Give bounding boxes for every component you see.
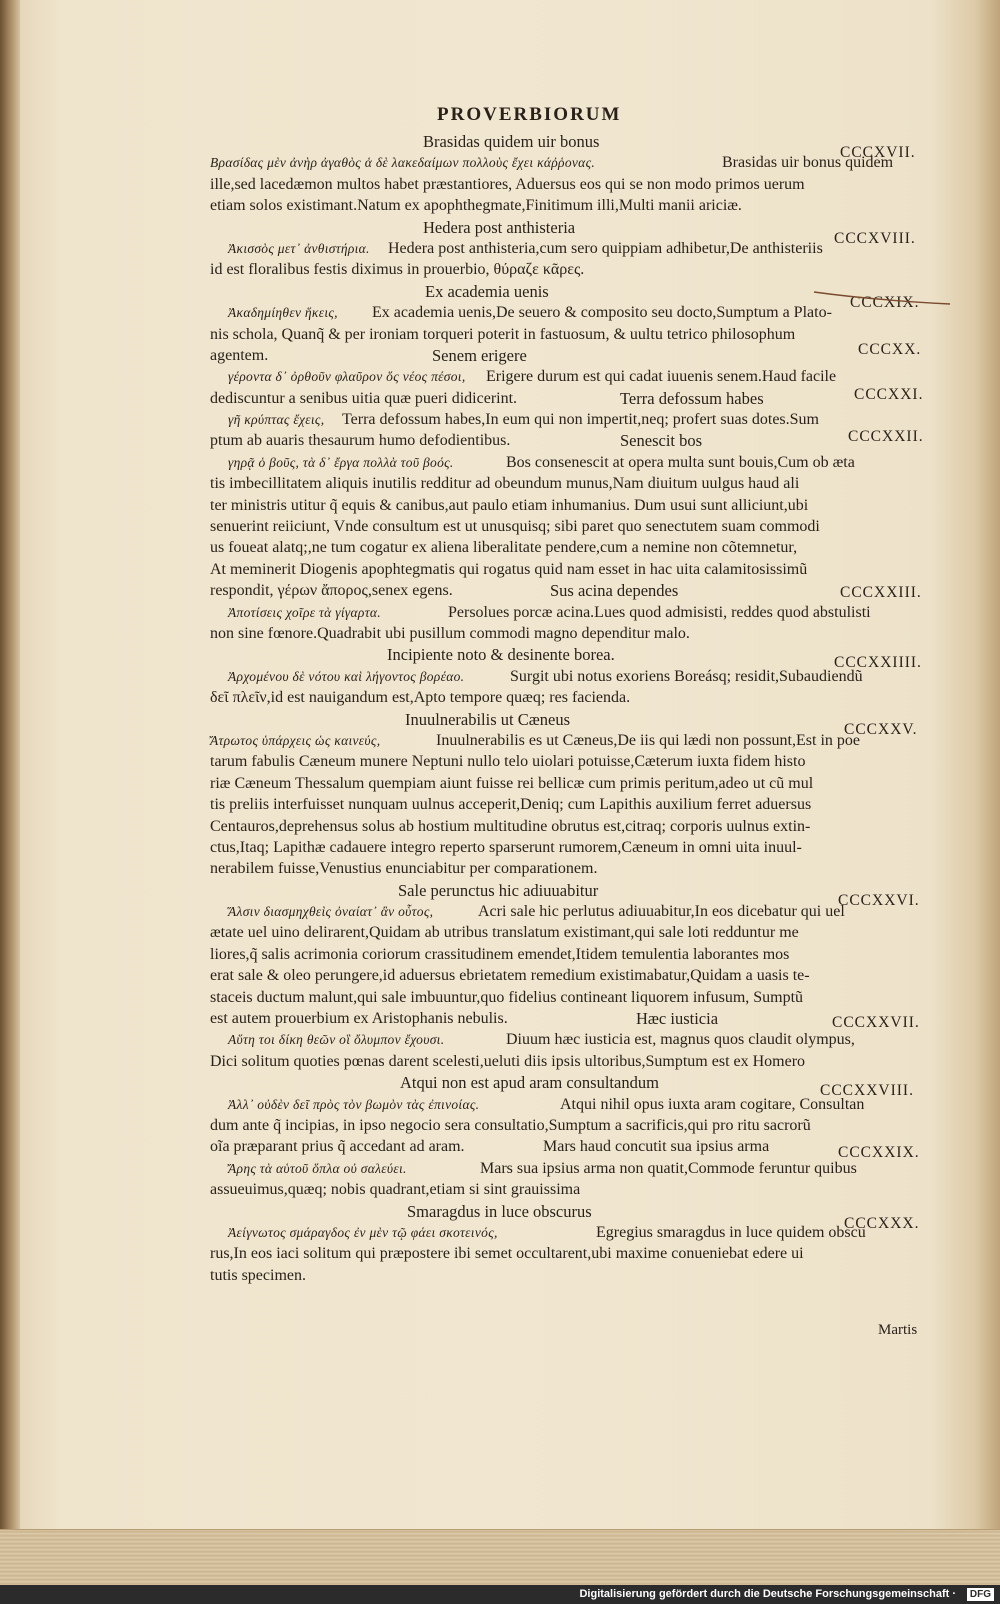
text-line — [210, 473, 950, 494]
proverb-number: CCCXXV. — [844, 720, 918, 738]
line-text: tarum fabulis Cæneum munere Neptuni nullo telo uiolari potuisse,Cæterum iuxta fidem histo — [210, 753, 806, 771]
line-text: oĩa præparant prius q̃ accedant ad aram. — [210, 1138, 465, 1156]
text-line — [210, 944, 950, 965]
text-line — [210, 409, 950, 430]
text-line — [210, 1136, 950, 1162]
proverb-number: CCCXXVIII. — [820, 1082, 914, 1100]
greek-text: γηρᾷ ὁ βοῦς, τὰ δ᾽ ἔργα πολλὰ τοῦ βοός. — [228, 454, 454, 470]
text-line — [210, 324, 950, 345]
digitization-footer — [0, 1585, 1000, 1604]
text-line — [210, 602, 950, 623]
text-line — [210, 430, 950, 451]
line-text: agentem. — [210, 346, 269, 364]
line-text: id est floralibus festis diximus in prouerbio, θύραζε κᾶρες. — [210, 261, 585, 279]
text-line — [210, 1243, 950, 1264]
line-text: Hedera post anthisteria,cum sero quippiam adhibetur,De anthisteriis — [388, 239, 823, 257]
line-text: tis imbecillitatem aliquis inutilis redditur ad obeundum munus,Nam diuitum uulgus haud ali — [210, 475, 800, 493]
line-text: staceis ductum malunt,qui sale imbuuntur,quo fidelius contineant liquorem infusum, Sumptũ — [210, 988, 804, 1006]
text-line — [210, 495, 950, 516]
line-text: Erigere durum est qui cadat iuuenis senem.Haud facile — [486, 368, 837, 386]
text-line — [210, 880, 950, 909]
text-line — [210, 773, 950, 794]
proverb-title: Hedera post anthisteria — [423, 217, 576, 237]
greek-text: γέροντα δ᾽ ὀρθοῦν φλαῦρον ὅς νέος πέσοι, — [228, 369, 466, 385]
line-text: ctus,Itaq; Lapithæ cadauere integro reperto sparserunt rumorem,Cæneum in omni uita inuul- — [210, 838, 802, 856]
greek-text: Ἀποτίσεις χοῖρε τὰ γίγαρτα. — [228, 604, 381, 620]
line-text: Persolues porcæ acina.Lues quod admisisti, reddes quod abstulisti — [448, 603, 871, 621]
line-text: etiam solos existimant.Natum ex apophthegmate,Finitimum illi,Multi manii ariciæ. — [210, 197, 742, 215]
proverb-title: Sale perunctus hic adiuuabitur — [398, 880, 599, 900]
greek-text: Βρασίδας μὲν ἀνὴρ ἀγαθὸς ἁ δὲ λακεδαίμων πολλοὺς ἔχει κάῤῥονας. — [210, 155, 596, 171]
proverb-title: Atqui non est apud aram consultandum — [400, 1073, 659, 1093]
footer-text: Digitalisierung gefördert durch die Deutsche Forschungsgemeinschaft · — [579, 1588, 956, 1600]
ink-underline — [812, 286, 952, 306]
text-line — [210, 195, 950, 216]
line-text: Brasidas uir bonus quidem — [722, 154, 894, 172]
line-text: Atqui nihil opus iuxta aram cogitare, Consultan — [560, 1095, 865, 1113]
text-line — [210, 580, 950, 601]
line-text: ter ministris utitur q̃ equis & canibus,aut paulo etiam inhumanius. Dum usui sunt alliciunt,ubi — [210, 496, 809, 514]
text-line — [210, 687, 950, 708]
proverb-title: Senem erigere — [432, 345, 527, 365]
proverb-number: CCCXXIIII. — [834, 654, 922, 672]
text-line — [210, 837, 950, 858]
proverb-number: CCCXIX. — [850, 294, 920, 312]
text-line — [210, 229, 950, 259]
proverb-title: Incipiente noto & desinente borea. — [387, 645, 615, 665]
line-text: assueuimus,quæq; nobis quadrant,etiam si sint grauissima — [210, 1181, 581, 1199]
proverb-title: Inuulnerabilis ut Cæneus — [405, 709, 570, 729]
greek-text: Ἀλλ᾽ οὐδὲν δεῖ πρὸς τὸν βωμὸν τὰς ἐπινοίας. — [228, 1096, 480, 1112]
greek-text: Αὕτη τοι δίκη θεῶν οἳ ὄλυμπον ἔχουσι. — [228, 1032, 445, 1048]
line-text: senuerint reiiciunt, Vnde consultum est ut unusquisq; sibi paret quo senectutem suam commodi — [210, 518, 820, 536]
text-line — [210, 1222, 950, 1243]
text-line — [210, 144, 950, 173]
dfg-logo: DFG — [967, 1588, 994, 1601]
text-line — [210, 1072, 950, 1100]
line-text: Diuum hæc iusticia est, magnus quos claudit olympus, — [506, 1031, 855, 1049]
book-spine — [0, 0, 20, 1585]
text-line — [210, 858, 950, 879]
line-text: non sine fœnore.Quadrabit ubi pusillum commodi magno dependitur malo. — [210, 624, 690, 642]
text-line — [210, 1265, 950, 1286]
text-line — [210, 1094, 950, 1115]
text-line — [210, 1051, 950, 1072]
line-text: dediscuntur a senibus uitia quæ pueri didicerint. — [210, 389, 518, 407]
proverb-number: CCCXXII. — [848, 428, 924, 446]
text-line — [210, 1115, 950, 1136]
line-text: Surgit ubi notus exoriens Boreásq; residit,Subaudiendũ — [510, 667, 863, 685]
text-line — [210, 1008, 950, 1032]
text-line — [210, 131, 950, 152]
text-line — [210, 922, 950, 943]
line-text: ille,sed lacedæmon multos habet præstantiores, Aduersus eos qui se non modo primos uerum — [210, 175, 805, 193]
line-text: Terra defossum habes,In eum qui non impertit,neq; profert suas dotes.Sum — [342, 411, 819, 429]
text-line — [210, 174, 950, 195]
line-text: dum ante q̃ incipias, in ipso negocio sera consultatio,Sumptum a sacrificis,qui pro ritu sacrorũ — [210, 1116, 811, 1134]
text-line — [210, 666, 950, 687]
text-line — [210, 559, 950, 580]
proverb-title: Ex academia uenis — [425, 281, 549, 301]
proverb-number: CCCXXVI. — [838, 891, 920, 909]
proverb-number: CCCXXIX. — [838, 1144, 920, 1162]
line-text: us foueat alatq;,ne tum cogatur ex aliena liberalitate pendere,cum a nemine non cõtemnetur, — [210, 539, 798, 557]
proverb-number: CCCXXI. — [854, 385, 924, 403]
greek-text: Ἅλσιν διασμηχθεὶς ὀναίατ᾽ ἂν οὗτος, — [228, 904, 434, 920]
line-text: Acri sale hic perlutus adiuuabitur,In eos dicebatur qui uel — [478, 903, 845, 921]
text-line — [210, 385, 950, 409]
line-text: liores,q̃ salis acrimonia coriorum crassitudinem emendet,Itidem temulentia laborantes mos — [210, 945, 790, 963]
text-line — [210, 644, 950, 672]
running-header: PROVERBIORUM — [437, 104, 622, 125]
line-text: tutis specimen. — [210, 1266, 306, 1284]
proverb-title: Smaragdus in luce obscurus — [407, 1201, 592, 1221]
text-line — [210, 516, 950, 537]
line-text: riæ Cæneum Thessalum quempiam aiunt fuisse rei bellicæ cum primis peritum,adeo ut cũ mul — [210, 774, 814, 792]
line-text: erat sale & oleo perungere,id aduersus ebrietatem remedium existimabatur,Quidam a uasis te- — [210, 967, 810, 985]
text-line — [210, 965, 950, 986]
line-text: nis schola, Quanq̃ & per ironiam torqueri poterit in fastuosum, & uultu tetrico philosophum — [210, 325, 796, 343]
line-text: Inuulnerabilis es ut Cæneus,De iis qui lædi non possunt,Est in poe — [436, 731, 860, 749]
line-text: Egregius smaragdus in luce quidem obscu — [596, 1223, 866, 1241]
text-line — [210, 452, 950, 473]
page-edges — [0, 1529, 1000, 1585]
greek-text: Ἄτρωτος ὑπάρχεις ὡς καινεύς, — [210, 732, 381, 748]
greek-text: Ἀκαδημίηθεν ἥκεις, — [228, 305, 338, 321]
text-line — [210, 1158, 950, 1179]
text-line — [210, 901, 950, 922]
text-line — [210, 537, 950, 558]
line-text: est autem prouerbium ex Aristophanis nebulis. — [210, 1010, 508, 1028]
line-text: tis preliis interfuisset nunquam uulnus acceperit,Deniq; cum Lapithis auxilium ferret aduersus — [210, 796, 812, 814]
greek-text: Ἄρης τὰ αὑτοῦ ὅπλα οὐ σαλεύει. — [228, 1160, 407, 1176]
text-line — [210, 366, 950, 387]
proverb-number: CCCXXIII. — [840, 584, 922, 602]
line-text: ptum ab auaris thesaurum humo defodientibus. — [210, 432, 511, 450]
text-line — [210, 987, 950, 1008]
text-line — [210, 816, 950, 837]
text-line — [210, 794, 950, 815]
line-text: δεῖ πλεῖν,id est nauigandum est,Apto tempore quæq; res facienda. — [210, 689, 631, 707]
text-line — [210, 1179, 950, 1200]
proverb-number: CCCXVII. — [840, 144, 916, 162]
line-text: Mars haud concutit sua ipsius arma — [543, 1138, 770, 1156]
proverb-title: Brasidas quidem uir bonus — [423, 132, 600, 151]
line-text: Mars sua ipsius arma non quatit,Commode feruntur quibus — [480, 1159, 857, 1177]
text-line — [210, 730, 950, 751]
text-line — [210, 623, 950, 644]
line-text: Ex academia uenis,De seuero & composito seu docto,Sumptum a Plato- — [372, 304, 832, 322]
text-line — [210, 259, 950, 280]
line-text: rus,In eos iaci solitum qui præpostere ibi semet occultarent,ubi maxime conueniebat edere ui — [210, 1245, 804, 1263]
line-text: At meminerit Diogenis apophtegmatis qui rogatus quid nam esset in hac uita calamitosissimũ — [210, 560, 808, 578]
proverb-number: CCCXXVII. — [832, 1014, 920, 1032]
line-text: nerabilem fuisse,Venustius enunciabitur per comparationem. — [210, 860, 598, 878]
proverb-number: CCCXX. — [858, 340, 922, 358]
text-line — [210, 751, 950, 772]
greek-text: Ἀκισσὸς μετ᾽ ἀνθιστήρια. — [228, 240, 370, 256]
greek-text: γῆ κρύπτας ἔχεις, — [228, 412, 325, 428]
line-text: Bos consenescit at opera multa sunt bouis,Cum ob æta — [506, 453, 855, 471]
proverb-title: Sus acina dependes — [550, 581, 679, 601]
text-line — [210, 709, 950, 738]
proverb-title: Senescit bos — [620, 431, 703, 451]
line-text: Centauros,deprehensus solus ab hostium multitudine obrutus est,citraq; corporis uulnus extin- — [210, 817, 811, 835]
greek-text: Ἀείγνωτος σμάραγδος ἐν μὲν τῷ φάει σκοτεινός, — [228, 1224, 498, 1240]
line-text: respondit, γέρων ἄπορος,senex egens. — [210, 582, 453, 600]
line-text: ætate uel uino delirarent,Quidam ab utribus translatum existimant,qui sale loti redduntur me — [210, 924, 799, 942]
text-line — [210, 1029, 950, 1050]
greek-text: Ἀρχομένου δὲ νότου καὶ λήγοντος βορέαο. — [228, 668, 465, 684]
catchword: Martis — [878, 1322, 918, 1338]
proverb-number: CCCXXX. — [844, 1214, 920, 1232]
proverb-number: CCCXVIII. — [834, 229, 916, 247]
proverb-title: Terra defossum habes — [620, 388, 764, 408]
proverb-title: Hæc iusticia — [636, 1009, 719, 1029]
text-line — [210, 340, 950, 366]
line-text: Dici solitum quoties pœnas darent scelesti,ueluti diis ipsis ultoribus,Sumptum est ex Homero — [210, 1052, 806, 1070]
